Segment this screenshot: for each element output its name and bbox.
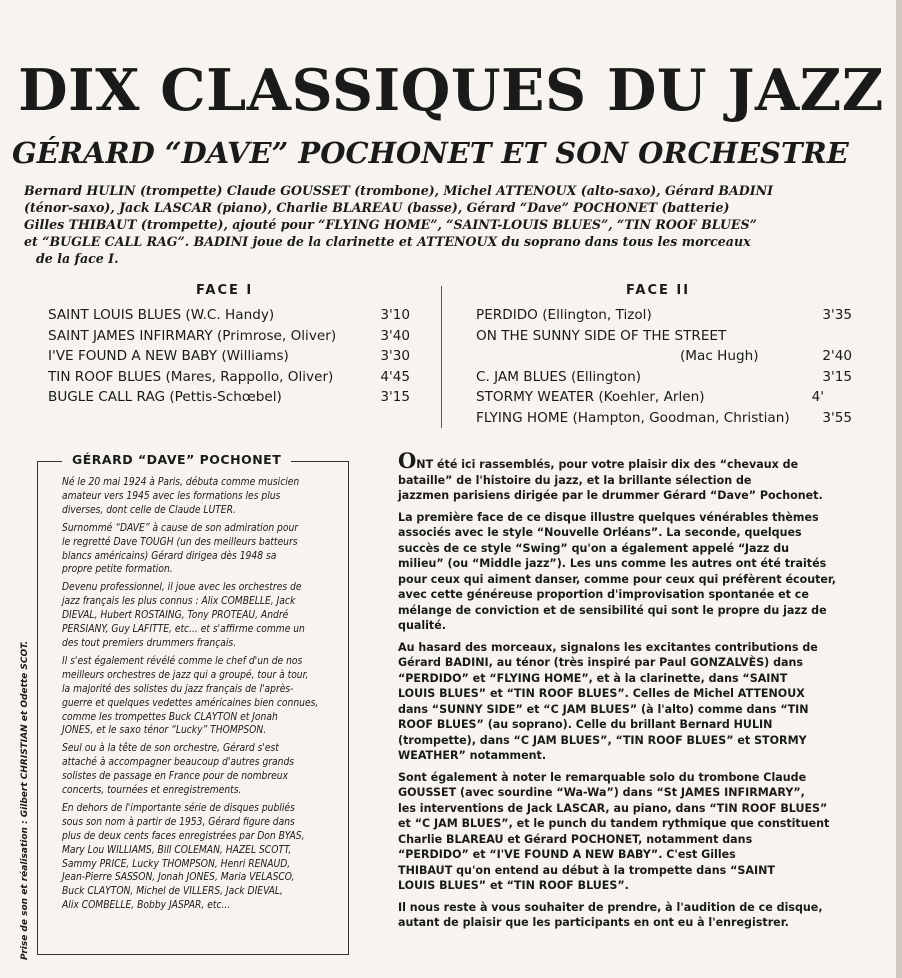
notes-line: LOUIS BLUES” et “TIN ROOF BLUES”. Celles de Michel ATTENOUX bbox=[398, 687, 805, 700]
notes-line: dans “SUNNY SIDE” et “C JAM BLUES” (à l'alto) comme dans “TIN bbox=[398, 702, 809, 716]
track-title: PERDIDO (Ellington, Tizol) bbox=[476, 307, 652, 323]
track-title: ON THE SUNNY SIDE OF THE STREET bbox=[476, 327, 727, 344]
notes-line: WEATHER” notamment. bbox=[398, 749, 547, 762]
bio-line: Seul ou à la tête de son orchestre, Gérard s'est bbox=[62, 743, 279, 755]
face-2-tracklist bbox=[476, 305, 852, 428]
bio-paragraph bbox=[62, 802, 342, 913]
notes-paragraph bbox=[398, 448, 864, 504]
track-duration: 3'30 bbox=[380, 348, 410, 364]
track-title: BUGLE CALL RAG (Pettis-Schœbel) bbox=[48, 389, 282, 405]
personnel-line: Bernard HULIN (trompette) Claude GOUSSET (trombone), Michel ATTENOUX (alto-saxo), Gérard BADINI bbox=[24, 183, 774, 198]
bio-title: GÉRARD “DAVE” POCHONET bbox=[62, 452, 291, 467]
bio-line: Buck CLAYTON, Michel de VILLERS, Jack DIEVAL, bbox=[62, 886, 283, 898]
track-title: FLYING HOME (Hampton, Goodman, Christian) bbox=[476, 409, 790, 426]
track-duration: 3'15 bbox=[380, 389, 410, 405]
notes-line: associés avec le style “Nouvelle Orléans”. La seconde, quelques bbox=[398, 526, 802, 539]
notes-line: avec cette généreuse proportion d'improvisation spontanée et ce bbox=[398, 588, 809, 601]
notes-line: pour ceux qui aiment danser, comme pour ceux qui préfèrent écouter, bbox=[398, 572, 836, 586]
notes-line: GOUSSET (avec sourdine “Wa-Wa”) dans “St JAMES INFIRMARY”, bbox=[398, 786, 805, 799]
bio-line: comme les trompettes Buck CLAYTON et Jonah bbox=[62, 711, 278, 723]
track-title: SAINT LOUIS BLUES (W.C. Handy) bbox=[48, 307, 275, 323]
bio-line: DIEVAL, Hubert ROSTAING, Tony PROTEAU, André bbox=[62, 610, 289, 622]
notes-line: les interventions de Jack LASCAR, au piano, dans “TIN ROOF BLUES” bbox=[398, 801, 828, 815]
track-row bbox=[476, 346, 852, 367]
bio-line: Mary Lou WILLIAMS, Bill COLEMAN, HAZEL SCOTT, bbox=[62, 844, 292, 856]
bio-line: guerre et quelques vedettes américaines bien connues, bbox=[62, 697, 319, 709]
track-row bbox=[476, 387, 852, 408]
bio-text bbox=[62, 476, 342, 917]
notes-line: milieu” (ou “Middle jazz”). Les uns comme les autres ont été traités bbox=[398, 557, 827, 570]
notes-line-text: NT été ici rassemblés, pour votre plaisir dix des “chevaux de bbox=[416, 458, 799, 471]
bio-line: concerts, tournées et enregistrements. bbox=[62, 785, 242, 797]
notes-paragraph bbox=[398, 640, 864, 764]
bio-line: Né le 20 mai 1924 à Paris, débuta comme musicien bbox=[62, 477, 300, 488]
bio-line: Sammy PRICE, Lucky THOMPSON, Henri RENAUD, bbox=[62, 858, 291, 870]
personnel-block bbox=[24, 182, 894, 267]
track-title: C. JAM BLUES (Ellington) bbox=[476, 368, 641, 385]
notes-line: ROOF BLUES” (au soprano). Celle du brillant Bernard HULIN bbox=[398, 718, 773, 731]
album-subtitle: GÉRARD “DAVE” POCHONET ET SON ORCHESTRE bbox=[12, 136, 849, 170]
bio-line: Il s'est également révélé comme le chef d'un de nos bbox=[62, 655, 303, 667]
bio-line: diverses, dont celle de Claude LUTER. bbox=[62, 504, 236, 516]
track-row bbox=[476, 305, 852, 326]
notes-line: THIBAUT qu'on entend au début à la trompette dans “SAINT bbox=[398, 863, 775, 877]
bio-line: Jean-Pierre SASSON, Jonah JONES, Maria VELASCO, bbox=[62, 872, 295, 884]
notes-line: mélange de conviction et de sensibilité qui sont le propre du jazz de bbox=[398, 603, 827, 617]
bio-paragraph bbox=[62, 655, 342, 738]
notes-line: Au hasard des morceaux, signalons les excitantes contributions de bbox=[398, 640, 818, 654]
notes-line: et “C JAM BLUES”, et le punch du tandem rythmique que constituent bbox=[398, 817, 830, 830]
track-row bbox=[48, 387, 410, 408]
track-row bbox=[476, 326, 852, 347]
bio-line: jazz français les plus connus : Alix COMBELLE, Jack bbox=[62, 596, 296, 608]
notes-paragraph bbox=[398, 510, 864, 634]
track-duration: 4' bbox=[811, 389, 824, 405]
bio-line: attaché à accompagner beaucoup d'autres grands bbox=[62, 757, 295, 769]
face-1-heading: FACE I bbox=[196, 283, 254, 298]
bio-line: le regretté Dave TOUGH (un des meilleurs batteurs bbox=[62, 536, 298, 548]
bio-line: amateur vers 1945 avec les formations les plus bbox=[62, 490, 281, 502]
notes-line: jazzmen parisiens dirigée par le drummer Gérard “Dave” Pochonet. bbox=[398, 489, 823, 502]
notes-line bbox=[398, 448, 864, 473]
bio-line: plus de deux cents faces enregistrées par Don BYAS, bbox=[62, 830, 305, 842]
bio-line: sous son nom à partir de 1953, Gérard figure dans bbox=[62, 816, 295, 828]
notes-line: succès de ce style “Swing” qu'on a également appelé “Jazz du bbox=[398, 541, 790, 555]
page-edge bbox=[896, 0, 902, 978]
recording-credit: Prise de son et réalisation : Gilbert CHRISTIAN et Odette SCOT. bbox=[20, 640, 30, 960]
notes-line: La première face de ce disque illustre quelques vénérables thèmes bbox=[398, 510, 819, 524]
bio-paragraph bbox=[62, 581, 342, 651]
track-title: STORMY WEATER (Koehler, Arlen) bbox=[476, 389, 705, 405]
notes-line: Gérard BADINI, au ténor (très inspiré par Paul GONZALVÈS) dans bbox=[398, 656, 804, 669]
bio-line: propre petite formation. bbox=[62, 564, 173, 576]
bio-paragraph bbox=[62, 742, 342, 798]
notes-line: autant de plaisir que les participants en ont eu à l'enregistrer. bbox=[398, 916, 789, 929]
bio-line: PERSIANY, Guy LAFITTE, etc... et s'affirme comme un bbox=[62, 624, 305, 636]
notes-line: bataille” de l'histoire du jazz, et la brillante sélection de bbox=[398, 473, 752, 487]
track-row bbox=[48, 305, 410, 326]
bio-line: JONES, et le saxo ténor “Lucky” THOMPSON. bbox=[62, 725, 267, 737]
bio-line: la majorité des solistes du jazz français de l'après- bbox=[62, 683, 294, 695]
notes-paragraph bbox=[398, 770, 864, 894]
liner-notes bbox=[398, 448, 864, 937]
track-row bbox=[476, 367, 852, 388]
bio-line: des tout premiers drummers français. bbox=[62, 637, 237, 649]
notes-line: LOUIS BLUES” et “TIN ROOF BLUES”. bbox=[398, 879, 629, 892]
bio-paragraph bbox=[62, 476, 342, 518]
track-row bbox=[476, 408, 852, 429]
notes-line: Charlie BLAREAU et Gérard POCHONET, notamment dans bbox=[398, 832, 753, 846]
track-composer: (Mac Hugh) bbox=[680, 348, 759, 364]
notes-line: Sont également à noter le remarquable solo du trombone Claude bbox=[398, 770, 807, 784]
bio-line: solistes de passage en France pour de nombreux bbox=[62, 771, 289, 783]
bio-line: Alix COMBELLE, Bobby JASPAR, etc... bbox=[62, 900, 231, 912]
album-title: DIX CLASSIQUES DU JAZZ bbox=[18, 57, 884, 124]
track-title: I'VE FOUND A NEW BABY (Williams) bbox=[48, 348, 289, 364]
face-divider bbox=[441, 286, 442, 428]
track-duration: 4'45 bbox=[380, 368, 410, 385]
track-duration: 3'15 bbox=[822, 368, 852, 385]
track-duration: 2'40 bbox=[822, 348, 852, 364]
drop-cap: O bbox=[398, 448, 417, 473]
notes-paragraph bbox=[398, 900, 864, 931]
track-row bbox=[48, 346, 410, 367]
face-1-tracklist bbox=[48, 305, 410, 408]
bio-paragraph bbox=[62, 522, 342, 578]
notes-line: qualité. bbox=[398, 619, 446, 632]
notes-line: (trompette), dans “C JAM BLUES”, “TIN ROOF BLUES” et STORMY bbox=[398, 733, 807, 747]
track-duration: 3'40 bbox=[380, 327, 410, 344]
track-row bbox=[48, 326, 410, 347]
track-title: SAINT JAMES INFIRMARY (Primrose, Oliver) bbox=[48, 327, 337, 344]
personnel-line: et “BUGLE CALL RAG”. BADINI joue de la clarinette et ATTENOUX du soprano dans tous les morceaux bbox=[24, 234, 751, 249]
bio-line: meilleurs orchestres de jazz qui a groupé, tour à tour, bbox=[62, 669, 309, 681]
track-title: TIN ROOF BLUES (Mares, Rappollo, Oliver) bbox=[48, 368, 334, 385]
notes-line: “PERDIDO” et “FLYING HOME”, et à la clarinette, dans “SAINT bbox=[398, 671, 788, 685]
personnel-line: Gilles THIBAUT (trompette), ajouté pour “FLYING HOME”, “SAINT-LOUIS BLUES”, “TIN ROOF BLUES” bbox=[24, 217, 757, 232]
notes-line: Il nous reste à vous souhaiter de prendre, à l'audition de ce disque, bbox=[398, 900, 823, 914]
personnel-line: (ténor-saxo), Jack LASCAR (piano), Charlie BLAREAU (basse), Gérard “Dave” POCHONET (batterie) bbox=[24, 200, 730, 215]
track-duration: 3'55 bbox=[822, 409, 852, 426]
personnel-line: de la face I. bbox=[36, 251, 119, 266]
track-duration: 3'35 bbox=[822, 307, 852, 323]
track-row bbox=[48, 367, 410, 388]
bio-line: blancs américains) Gérard dirigea dès 1948 sa bbox=[62, 550, 277, 562]
bio-line: En dehors de l'importante série de disques publiés bbox=[62, 802, 295, 814]
face-2-heading: FACE II bbox=[626, 283, 691, 298]
notes-line: “PERDIDO” et “I'VE FOUND A NEW BABY”. C'est Gilles bbox=[398, 848, 736, 861]
track-duration: 3'10 bbox=[380, 307, 410, 323]
bio-line: Surnommé “DAVE” à cause de son admiration pour bbox=[62, 522, 299, 534]
bio-line: Devenu professionnel, il joue avec les orchestres de bbox=[62, 582, 302, 594]
